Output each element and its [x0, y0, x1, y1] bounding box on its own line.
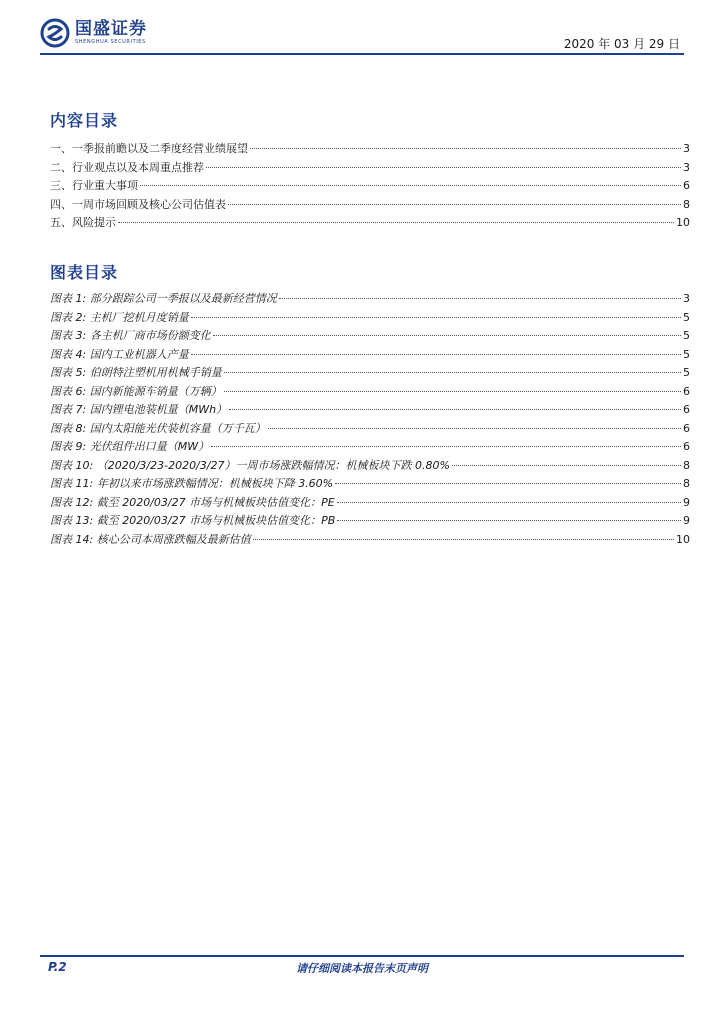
dot-leader: [337, 502, 681, 503]
contents-entry-page: 8: [683, 197, 690, 211]
figure-entry-page: 10: [676, 532, 690, 546]
figure-entry[interactable]: [50, 512, 690, 531]
dot-leader: [191, 317, 681, 318]
dot-leader: [229, 409, 681, 410]
figures-title: 图表目录: [50, 263, 119, 282]
figure-entry-label: 图表 13: 截至 2020/03/27 市场与机械板块估值变化：PB: [50, 514, 336, 527]
figure-entry-page: 8: [683, 477, 690, 490]
figure-entry-label: 图表 10: （2020/3/23-2020/3/27）一周市场涨跌幅情况：机械板块下跌 0.80%: [50, 458, 450, 472]
figure-entry-label: 图表 1: 部分跟踪公司一季报以及最新经营情况: [50, 292, 277, 305]
figure-entry-label: 图表 4: 国内工业机器人产量: [50, 347, 189, 361]
dot-leader: [191, 354, 681, 355]
dot-leader: [337, 520, 681, 521]
figure-entry[interactable]: [50, 383, 690, 402]
contents-entry-label: 三、行业重大事项: [50, 179, 138, 192]
dot-leader: [228, 204, 681, 205]
figure-entry[interactable]: [50, 290, 690, 309]
figures-list: [50, 290, 690, 549]
figure-entry-label: 图表 14: 核心公司本周涨跌幅及最新估值: [50, 532, 251, 546]
figure-entry-label: 图表 9: 光伏组件出口量（MW）: [50, 440, 210, 453]
figure-entry[interactable]: [50, 327, 690, 346]
figure-entry[interactable]: [50, 494, 690, 513]
dot-leader: [118, 222, 674, 223]
figure-entry[interactable]: [50, 309, 690, 328]
contents-entry-label: 四、一周市场回顾及核心公司估值表: [50, 197, 226, 211]
figure-entry-page: 5: [683, 310, 690, 324]
figure-entry[interactable]: [50, 401, 690, 420]
figure-entry-label: 图表 2: 主机厂挖机月度销量: [50, 310, 189, 324]
contents-entry-page: 6: [683, 179, 690, 192]
contents-entry-label: 五、风险提示: [50, 216, 116, 229]
report-date: 2020 年 03 月 29 日: [563, 37, 680, 51]
figure-entry-label: 图表 5: 伯朗特注塑机用机械手销量: [50, 366, 222, 379]
figure-entry-page: 6: [683, 384, 690, 398]
header-rule: [40, 53, 684, 55]
dot-leader: [335, 483, 681, 484]
dot-leader: [140, 185, 681, 186]
dot-leader: [253, 539, 674, 540]
dot-leader: [211, 446, 681, 447]
figure-entry-label: 图表 3: 各主机厂商市场份额变化: [50, 329, 211, 342]
figure-entry-page: 6: [683, 403, 690, 416]
contents-entry[interactable]: [50, 177, 690, 196]
figure-entry-label: 图表 6: 国内新能源车销量（万辆）: [50, 384, 222, 398]
contents-title: 内容目录: [50, 111, 119, 130]
brand-logo-icon: [40, 18, 70, 48]
contents-entry-page: 3: [683, 160, 690, 174]
figure-entry[interactable]: [50, 420, 690, 439]
footer-disclaimer: 请仔细阅读本报告末页声明: [296, 962, 428, 975]
figure-entry-label: 图表 8: 国内太阳能光伏装机容量（万千瓦）: [50, 421, 266, 435]
figure-entry-page: 8: [683, 458, 690, 472]
contents-entry[interactable]: [50, 196, 690, 215]
figure-entry-page: 5: [683, 366, 690, 379]
figure-entry-page: 9: [683, 495, 690, 509]
brand-name: 国盛证券: [75, 19, 147, 39]
contents-entry-label: 一、一季报前瞻以及二季度经营业绩展望: [50, 142, 248, 155]
figure-entry-page: 5: [683, 347, 690, 361]
dot-leader: [452, 465, 681, 466]
dot-leader: [250, 148, 681, 149]
figure-entry-label: 图表 7: 国内锂电池装机量（MWh）: [50, 403, 228, 416]
figure-entry-page: 9: [683, 514, 690, 527]
figure-entry-page: 5: [683, 329, 690, 342]
dot-leader: [268, 428, 681, 429]
contents-entry[interactable]: [50, 159, 690, 178]
contents-entry[interactable]: [50, 214, 690, 233]
page-number: P.2: [48, 960, 67, 974]
page-header: [40, 18, 684, 56]
contents-entry-page: 10: [676, 216, 690, 229]
dot-leader: [279, 298, 681, 299]
dot-leader: [224, 372, 681, 373]
figure-entry[interactable]: [50, 531, 690, 550]
figure-entry[interactable]: [50, 457, 690, 476]
contents-entry-page: 3: [683, 142, 690, 155]
contents-entry[interactable]: [50, 140, 690, 159]
dot-leader: [206, 167, 681, 168]
figure-entry[interactable]: [50, 346, 690, 365]
figure-entry-label: 图表 11: 年初以来市场涨跌幅情况：机械板块下降 3.60%: [50, 477, 334, 490]
contents-list: [50, 140, 690, 233]
figure-entry[interactable]: [50, 364, 690, 383]
figure-entry-page: 3: [683, 292, 690, 305]
dot-leader: [213, 335, 681, 336]
figure-entry-page: 6: [683, 421, 690, 435]
footer-rule: [40, 955, 684, 957]
figure-entry[interactable]: [50, 438, 690, 457]
brand-logo: [40, 18, 147, 48]
dot-leader: [224, 391, 681, 392]
brand-name-en: SHENGHUA SECURITIES: [75, 39, 146, 45]
figure-entry-page: 6: [683, 440, 690, 453]
figure-entry[interactable]: [50, 475, 690, 494]
figure-entry-label: 图表 12: 截至 2020/03/27 市场与机械板块估值变化：PE: [50, 495, 335, 509]
contents-entry-label: 二、行业观点以及本周重点推荐: [50, 160, 204, 174]
